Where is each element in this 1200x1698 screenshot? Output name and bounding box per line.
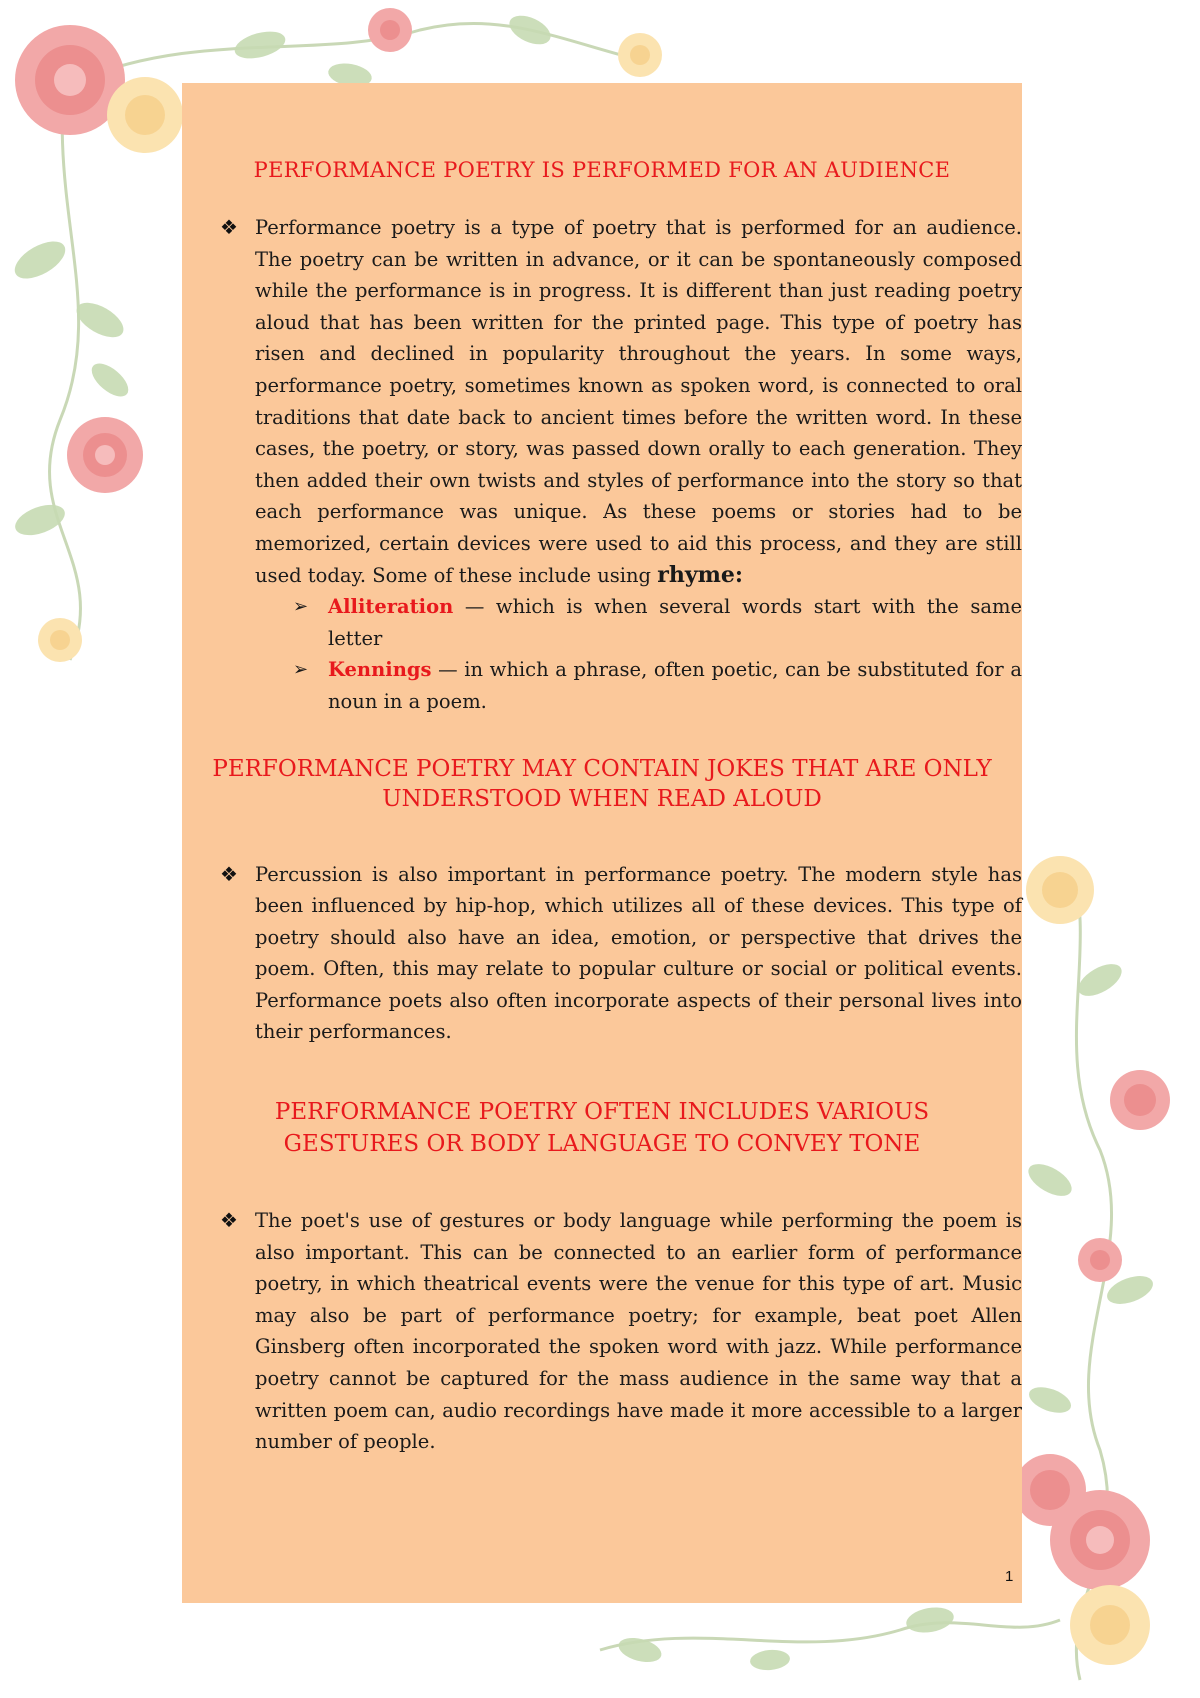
list-item bbox=[255, 591, 1022, 654]
rose-flower bbox=[1070, 1585, 1150, 1665]
list-item bbox=[255, 654, 1022, 717]
arrow-bullet-icon: ➢ bbox=[293, 659, 309, 681]
diamond-bullet-icon: ❖ bbox=[220, 215, 238, 239]
diamond-bullet-icon: ❖ bbox=[220, 1208, 238, 1233]
document-body bbox=[182, 83, 1022, 1458]
bullet-paragraph bbox=[182, 212, 1022, 718]
rose-flower bbox=[618, 33, 662, 77]
term-label: Kennings bbox=[328, 658, 432, 682]
emphasis-text: rhyme: bbox=[657, 561, 744, 588]
term-label: Alliteration bbox=[328, 595, 454, 619]
rose-flower bbox=[1014, 1454, 1086, 1526]
bullet-paragraph bbox=[182, 859, 1022, 1049]
rose-flower bbox=[107, 77, 183, 153]
arrow-bullet-icon: ➢ bbox=[293, 596, 309, 618]
paragraph-text: Performance poetry is a type of poetry that is performed for an audience. The poetry can be written in advance, or it can be spontaneously composed while the performance is in progress. It is different than just reading poetry aloud that has been written for the printed page. This type of poetry has risen and declined in popularity throughout the years. In some ways, performance poetry, sometimes known as spoken word, is connected to oral traditions that date back to ancient times before the written word. In these cases, the poetry, or story, was passed down orally to each generation. They then added their own twists and styles of performance into the story so that each performance was unique. As these poems or stories had to be memorized, certain devices were used to aid this process, and they are still used today. Some of these include using bbox=[255, 216, 1022, 587]
diamond-bullet-icon: ❖ bbox=[220, 861, 238, 886]
term-definition: — in which a phrase, often poetic, can be substituted for a noun in a poem. bbox=[328, 658, 1022, 713]
rose-flower bbox=[368, 8, 412, 52]
bullet-paragraph bbox=[182, 1205, 1022, 1458]
vine-stem bbox=[600, 1620, 1060, 1650]
rose-flower bbox=[67, 417, 143, 493]
rose-flower bbox=[1110, 1070, 1170, 1130]
paragraph-text: Percussion is also important in performance poetry. The modern style has been influenced by hip-hop, which utilizes all of these devices. This type of poetry should also have an idea, emotion, or perspective that drives the poem. Often, this may relate to popular culture or social or political events. Performance poets also often incorporate aspects of their personal lives into their performances. bbox=[255, 862, 1022, 1044]
rose-flower bbox=[1078, 1238, 1122, 1282]
paragraph-text: The poet's use of gestures or body language while performing the poem is also important. This can be connected to an earlier form of performance poetry, in which theatrical events were the venue for this type of art. Music may also be part of performance poetry; for example, beat poet Allen Ginsberg often incorporated the spoken word with jazz. While performance poetry cannot be captured for the mass audience in the same way that a written poem can, audio recordings have made it more accessible to a larger number of people. bbox=[255, 1209, 1022, 1454]
section-heading: PERFORMANCE POETRY MAY CONTAIN JOKES THAT ARE ONLY UNDERSTOOD WHEN READ ALOUD bbox=[212, 755, 992, 812]
rose-flower bbox=[1026, 856, 1094, 924]
sub-list bbox=[255, 591, 1022, 717]
section-heading: PERFORMANCE POETRY OFTEN INCLUDES VARIOUS GESTURES OR BODY LANGUAGE TO CONVEY TONE bbox=[274, 1099, 930, 1158]
term-definition: — which is when several words start with the same letter bbox=[328, 595, 1022, 650]
rose-flower bbox=[38, 618, 82, 662]
section-heading: PERFORMANCE POETRY IS PERFORMED FOR AN AUDIENCE bbox=[253, 158, 951, 182]
page-number: 1 bbox=[1005, 1568, 1014, 1585]
